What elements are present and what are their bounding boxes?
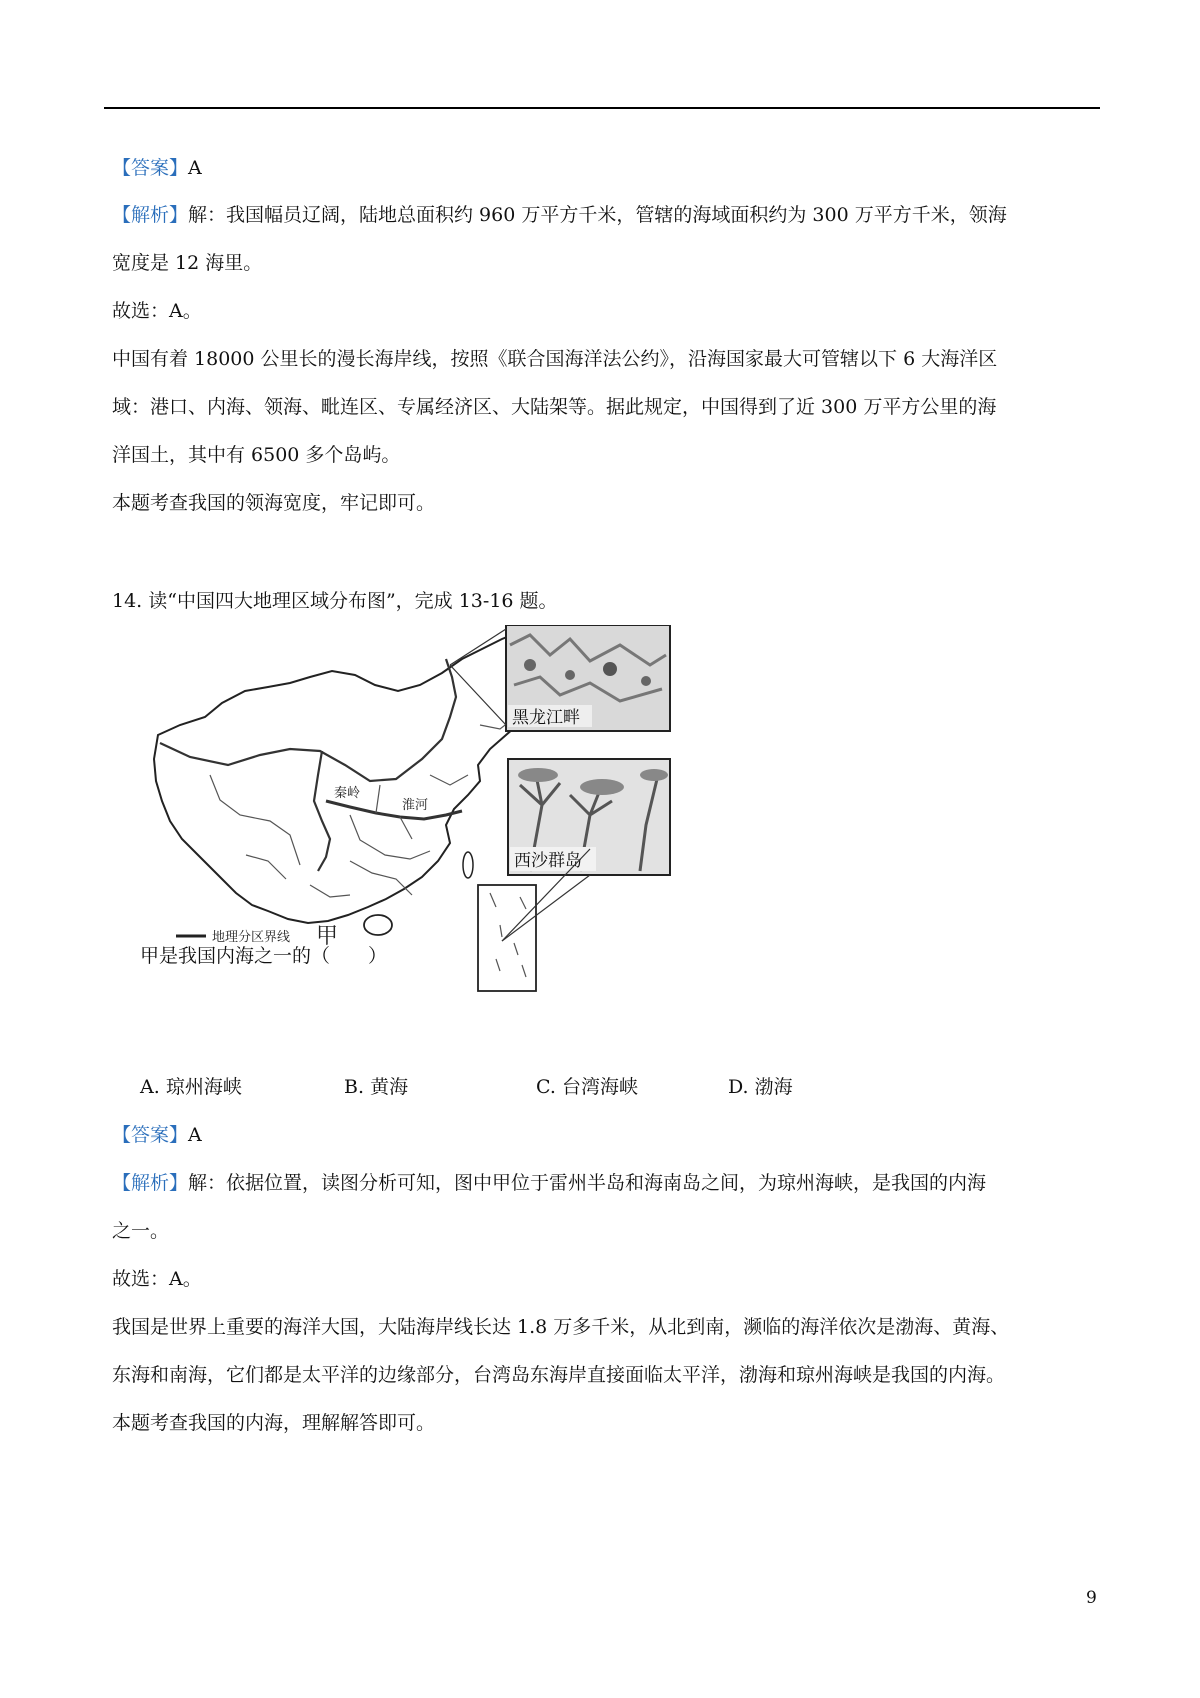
page-number: 9 — [1086, 1588, 1097, 1608]
analysis-line-1 — [112, 202, 1007, 228]
province-lines — [210, 715, 518, 897]
analysis2-line-1 — [112, 1170, 986, 1196]
answer-value-2: A — [188, 1124, 202, 1146]
extra2-line-1: 我国是世界上重要的海洋大国，大陆海岸线长达 1.8 万多千米，从北到南，濒临的海洋依次是渤海、黄海、 — [112, 1316, 1010, 1338]
summary-line: 本题考查我国的领海宽度，牢记即可。 — [112, 492, 436, 514]
option-a — [140, 1074, 242, 1100]
choice2-line: 故选：A。 — [112, 1268, 202, 1290]
question-stem: 14. 读“中国四大地理区域分布图”，完成 13-16 题。 — [112, 590, 558, 612]
option-a-letter: A. — [140, 1076, 160, 1098]
jia-label: 甲 — [316, 924, 339, 949]
taiwan-island — [463, 852, 473, 878]
sub-question: 甲是我国内海之一的（ ） — [140, 945, 388, 967]
heilongjiang-label: 黑龙江畔 — [512, 708, 580, 728]
header-rule — [104, 107, 1100, 109]
extra-line-2: 域：港口、内海、领海、毗连区、专属经济区、大陆架等。据此规定，中国得到了近 300 万平方公里的海 — [112, 396, 997, 418]
option-d — [728, 1074, 793, 1100]
analysis2-line-2: 之一。 — [112, 1220, 170, 1242]
option-c-letter: C. — [536, 1076, 556, 1098]
extra-line-1: 中国有着 18000 公里长的漫长海岸线，按照《联合国海洋法公约》，沿海国家最大可管辖以下 6 大海洋区 — [112, 348, 998, 370]
analysis2-text: 解：依据位置，读图分析可知，图中甲位于雷州半岛和海南岛之间，为琼州海峡，是我国的内海 — [188, 1172, 987, 1194]
analysis-text: 解：我国幅员辽阔，陆地总面积约 960 万平方千米，管辖的海域面积约为 300 万平方千米，领海 — [188, 204, 1007, 226]
answer-value: A — [188, 157, 202, 179]
option-d-text: 渤海 — [754, 1076, 793, 1098]
option-a-text: 琼州海峡 — [165, 1076, 242, 1098]
choice-line: 故选：A。 — [112, 300, 202, 322]
answer-line-1 — [112, 155, 202, 181]
xisha-label: 西沙群岛 — [514, 851, 582, 871]
analysis-tag: 【解析】 — [112, 204, 189, 226]
summary2-line: 本题考查我国的内海，理解解答即可。 — [112, 1412, 436, 1434]
qinling-huaihe-line — [326, 801, 462, 819]
option-c-text: 台湾海峡 — [561, 1076, 638, 1098]
extra-line-3: 洋国土，其中有 6500 多个岛屿。 — [112, 444, 401, 466]
qinling-label: 秦岭 — [334, 786, 361, 801]
answer-tag-2: 【答案】 — [112, 1124, 189, 1146]
hainan-island — [364, 915, 392, 935]
extra2-line-2: 东海和南海，它们都是太平洋的边缘部分，台湾岛东海岸直接面临太平洋，渤海和琼州海峡是我国的内海。 — [112, 1364, 1006, 1386]
answer-tag: 【答案】 — [112, 157, 189, 179]
option-c — [536, 1074, 638, 1100]
legend-text: 地理分区界线 — [212, 930, 291, 945]
option-b — [344, 1074, 408, 1100]
option-d-letter: D. — [728, 1076, 749, 1098]
huaihe-label: 淮河 — [402, 798, 429, 813]
answer-line-2 — [112, 1122, 202, 1148]
option-b-text: 黄海 — [370, 1076, 409, 1098]
analysis-tag-2: 【解析】 — [112, 1172, 189, 1194]
option-b-letter: B. — [344, 1076, 365, 1098]
boundary-qinghai-tibet — [314, 751, 330, 871]
analysis-line-2: 宽度是 12 海里。 — [112, 252, 263, 274]
